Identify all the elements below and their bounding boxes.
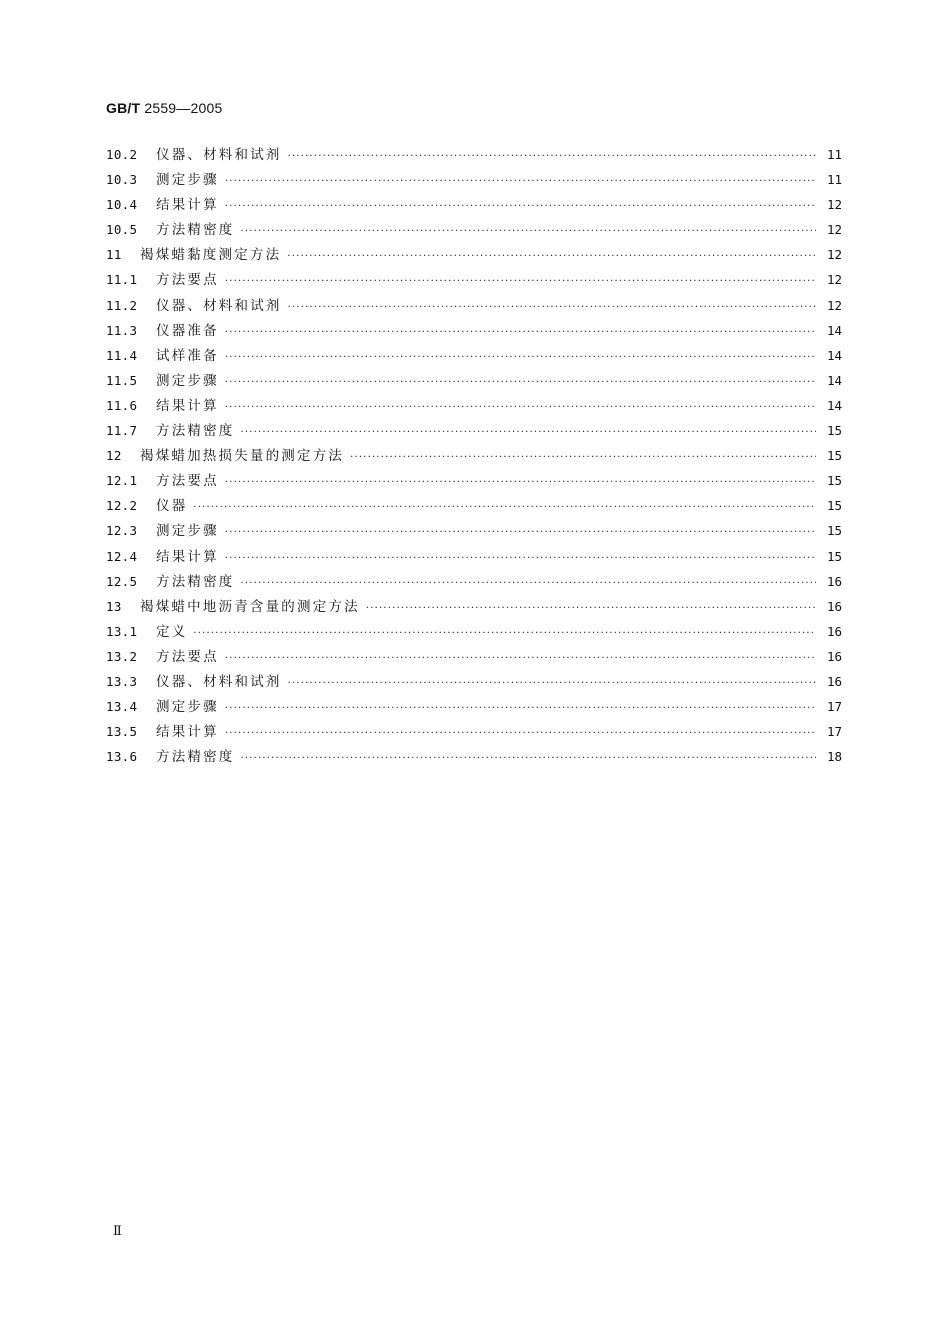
standard-code: GB/T — [106, 100, 141, 116]
toc-entry-title: 测定步骤 — [156, 372, 219, 389]
toc-entry-12-1[interactable] — [106, 469, 842, 494]
toc-entry-page: 12 — [826, 297, 842, 313]
toc-entry-page: 12 — [826, 247, 842, 263]
toc-entry-number: 11.2 — [106, 297, 138, 313]
toc-dot-leader — [225, 402, 816, 413]
toc-entry-page: 14 — [826, 372, 842, 388]
toc-entry-11-6[interactable] — [106, 394, 842, 419]
toc-entry-page: 16 — [826, 573, 842, 589]
toc-entry-13-3[interactable] — [106, 670, 842, 695]
toc-entry-number: 11.1 — [106, 272, 138, 288]
toc-entry-page: 15 — [826, 523, 842, 539]
toc-entry-title: 仪器 — [156, 498, 188, 515]
toc-dot-leader — [225, 352, 816, 363]
toc-entry-title: 结果计算 — [156, 724, 219, 741]
toc-dot-leader — [241, 427, 817, 438]
toc-entry-number: 10.3 — [106, 172, 138, 188]
toc-dot-leader — [225, 327, 816, 338]
toc-entry-12-4[interactable] — [106, 545, 842, 570]
toc-entry-page: 12 — [826, 197, 842, 213]
toc-entry-page: 14 — [826, 397, 842, 413]
toc-entry-number: 10.4 — [106, 197, 138, 213]
toc-dot-leader — [241, 753, 817, 764]
toc-entry-title: 仪器、材料和试剂 — [156, 673, 282, 690]
toc-dot-leader — [225, 653, 816, 664]
toc-entry-page: 16 — [826, 598, 842, 614]
toc-entry-number: 13.3 — [106, 673, 138, 689]
toc-entry-11-7[interactable] — [106, 419, 842, 444]
toc-entry-10-5[interactable] — [106, 218, 842, 243]
toc-dot-leader — [225, 477, 816, 488]
toc-entry-page: 15 — [826, 448, 842, 464]
page-header — [106, 100, 222, 116]
toc-entry-number: 11.4 — [106, 347, 138, 363]
toc-entry-title: 测定步骤 — [156, 699, 219, 716]
toc-entry-number: 12 — [106, 448, 122, 464]
toc-entry-number: 11 — [106, 247, 122, 263]
toc-entry-11-2[interactable] — [106, 294, 842, 319]
toc-entry-13-2[interactable] — [106, 645, 842, 670]
toc-entry-title: 褐煤蜡加热损失量的测定方法 — [140, 448, 345, 465]
toc-entry-title: 方法精密度 — [156, 573, 235, 590]
toc-dot-leader — [288, 302, 816, 313]
toc-dot-leader — [193, 628, 816, 639]
toc-entry-title: 方法精密度 — [156, 423, 235, 440]
toc-entry-number: 12.5 — [106, 573, 138, 589]
toc-dot-leader — [350, 452, 816, 463]
toc-entry-page: 15 — [826, 548, 842, 564]
toc-entry-number: 13.4 — [106, 699, 138, 715]
toc-entry-title: 定义 — [156, 623, 188, 640]
toc-entry-title: 结果计算 — [156, 397, 219, 414]
toc-entry-12-2[interactable] — [106, 494, 842, 519]
toc-entry-number: 12.1 — [106, 473, 138, 489]
toc-dot-leader — [225, 276, 816, 287]
standard-number: 2559—2005 — [144, 100, 223, 116]
toc-entry-number: 13.2 — [106, 648, 138, 664]
toc-entry-13-6[interactable] — [106, 745, 842, 770]
toc-entry-number: 11.3 — [106, 322, 138, 338]
toc-entry-number: 11.5 — [106, 372, 138, 388]
toc-entry-number: 10.5 — [106, 222, 138, 238]
toc-entry-11-3[interactable] — [106, 319, 842, 344]
toc-entry-number: 13.6 — [106, 749, 138, 765]
toc-entry-13-4[interactable] — [106, 695, 842, 720]
toc-dot-leader — [288, 678, 816, 689]
toc-dot-leader — [225, 527, 816, 538]
toc-entry-number: 12.3 — [106, 523, 138, 539]
toc-entry-number: 11.6 — [106, 397, 138, 413]
table-of-contents — [106, 143, 842, 770]
toc-entry-page: 14 — [826, 322, 842, 338]
toc-entry-number: 10.2 — [106, 147, 138, 162]
toc-entry-title: 测定步骤 — [156, 523, 219, 540]
toc-entry-number: 11.7 — [106, 423, 138, 439]
toc-entry-title: 测定步骤 — [156, 172, 219, 189]
toc-dot-leader — [225, 201, 816, 212]
toc-entry-number: 13.1 — [106, 623, 138, 639]
toc-entry-title: 结果计算 — [156, 197, 219, 214]
toc-entry-12[interactable] — [106, 444, 842, 469]
toc-entry-page: 16 — [826, 623, 842, 639]
toc-dot-leader — [225, 703, 816, 714]
toc-dot-leader — [241, 578, 817, 589]
toc-entry-page: 11 — [826, 147, 842, 162]
toc-dot-leader — [241, 226, 817, 237]
toc-entry-title: 仪器准备 — [156, 322, 219, 339]
toc-dot-leader — [366, 603, 816, 614]
toc-dot-leader — [193, 502, 816, 513]
toc-entry-title: 褐煤蜡黏度测定方法 — [140, 247, 282, 264]
toc-entry-page: 18 — [826, 749, 842, 765]
toc-entry-10-3[interactable] — [106, 168, 842, 193]
toc-entry-12-5[interactable] — [106, 570, 842, 595]
toc-entry-number: 13.5 — [106, 724, 138, 740]
toc-entry-11-4[interactable] — [106, 344, 842, 369]
toc-entry-title: 方法精密度 — [156, 222, 235, 239]
toc-entry-13-5[interactable] — [106, 720, 842, 745]
toc-entry-page: 16 — [826, 673, 842, 689]
toc-entry-number: 12.4 — [106, 548, 138, 564]
toc-entry-page: 15 — [826, 423, 842, 439]
toc-entry-12-3[interactable] — [106, 519, 842, 544]
toc-entry-page: 15 — [826, 498, 842, 514]
toc-entry-11-1[interactable] — [106, 268, 842, 293]
toc-entry-title: 仪器、材料和试剂 — [156, 147, 282, 163]
toc-entry-page: 15 — [826, 473, 842, 489]
toc-entry-11-5[interactable] — [106, 369, 842, 394]
toc-entry-page: 16 — [826, 648, 842, 664]
toc-entry-title: 方法要点 — [156, 473, 219, 490]
toc-entry-title: 褐煤蜡中地沥青含量的测定方法 — [140, 598, 360, 615]
toc-entry-title: 结果计算 — [156, 548, 219, 565]
page-number: Ⅱ — [113, 1224, 122, 1239]
toc-dot-leader — [225, 728, 816, 739]
toc-entry-page: 12 — [826, 272, 842, 288]
toc-entry-number: 13 — [106, 598, 122, 614]
toc-entry-page: 14 — [826, 347, 842, 363]
toc-entry-13[interactable] — [106, 595, 842, 620]
toc-dot-leader — [225, 377, 816, 388]
toc-entry-11[interactable] — [106, 243, 842, 268]
toc-dot-leader — [288, 151, 816, 162]
toc-entry-13-1[interactable] — [106, 620, 842, 645]
toc-entry-title: 方法精密度 — [156, 749, 235, 766]
toc-entry-page: 17 — [826, 724, 842, 740]
toc-entry-10-2[interactable] — [106, 143, 842, 168]
toc-entry-page: 12 — [826, 222, 842, 238]
toc-dot-leader — [287, 251, 816, 262]
toc-entry-page: 17 — [826, 699, 842, 715]
toc-entry-title: 仪器、材料和试剂 — [156, 297, 282, 314]
toc-entry-10-4[interactable] — [106, 193, 842, 218]
toc-entry-number: 12.2 — [106, 498, 138, 514]
toc-entry-title: 试样准备 — [156, 347, 219, 364]
toc-entry-page: 11 — [826, 172, 842, 188]
toc-dot-leader — [225, 176, 816, 187]
toc-entry-title: 方法要点 — [156, 648, 219, 665]
toc-entry-title: 方法要点 — [156, 272, 219, 289]
toc-dot-leader — [225, 553, 816, 564]
